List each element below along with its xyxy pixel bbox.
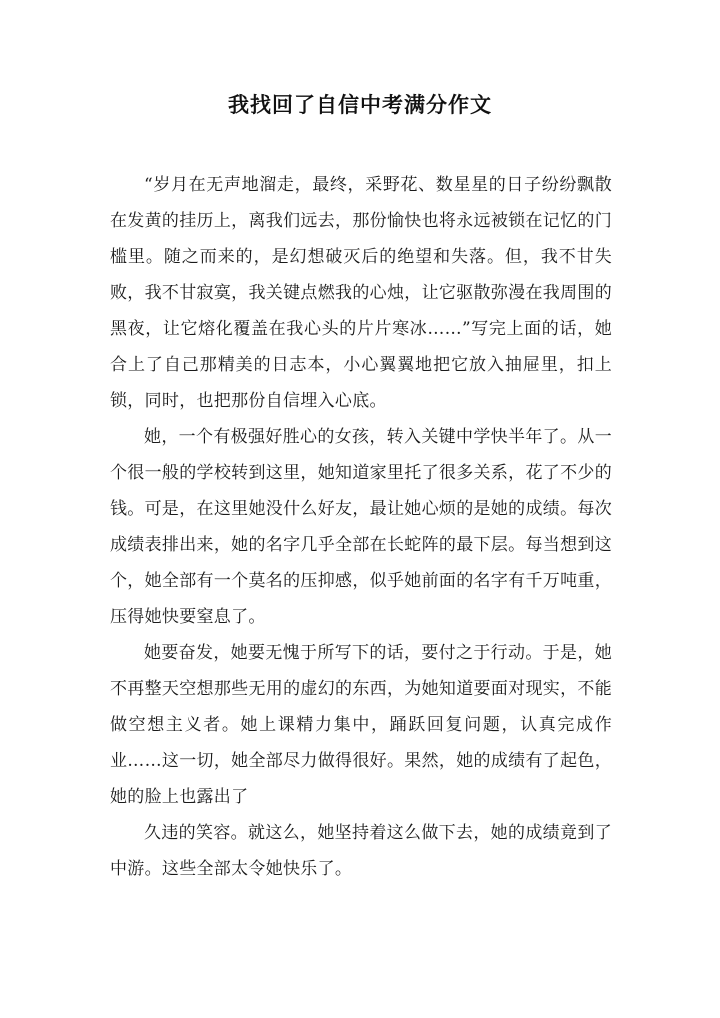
document-body	[110, 167, 612, 887]
paragraph-4: 久违的笑容。就这么，她坚持着这么做下去，她的成绩竟到了中游。这些全部太令她快乐了。	[110, 823, 612, 879]
document-title: 我找回了自信中考满分作文	[228, 92, 492, 117]
paragraph-2: 她，一个有极强好胜心的女孩，转入关键中学快半年了。从一个很一般的学校转到这里，她知道家里托了很多关系，花了不少的钱。可是，在这里她没什么好友，最让她心烦的是她的成绩。每次成绩表排出来，她的名字几乎全部在长蛇阵的最下层。每当想到这个，她全部有一个莫名的压抑感，似乎她前面的名字有千万吨重，压得她快要窒息了。	[110, 427, 612, 627]
paragraph-1: “岁月在无声地溜走，最终，采野花、数星星的日子纷纷飘散在发黄的挂历上，离我们远去，那份愉快也将永远被锁在记忆的门槛里。随之而来的，是幻想破灭后的绝望和失落。但，我不甘失败，我不甘寂寞，我关键点燃我的心烛，让它驱散弥漫在我周围的黑夜，让它熔化覆盖在我心头的片片寒冰……”写完上面的话，她合上了自己那精美的日志本，小心翼翼地把它放入抽屉里，扣上锁，同时，也把那份自信埋入心底。	[110, 175, 612, 411]
paragraph-3: 她要奋发，她要无愧于所写下的话，要付之于行动。于是，她不再整天空想那些无用的虚幻的东西，为她知道要面对现实，不能做空想主义者。她上课精力集中，踊跃回复问题，认真完成作业……这一切，她全部尽力做得很好。果然，她的成绩有了起色，她的脸上也露出了	[110, 643, 612, 807]
